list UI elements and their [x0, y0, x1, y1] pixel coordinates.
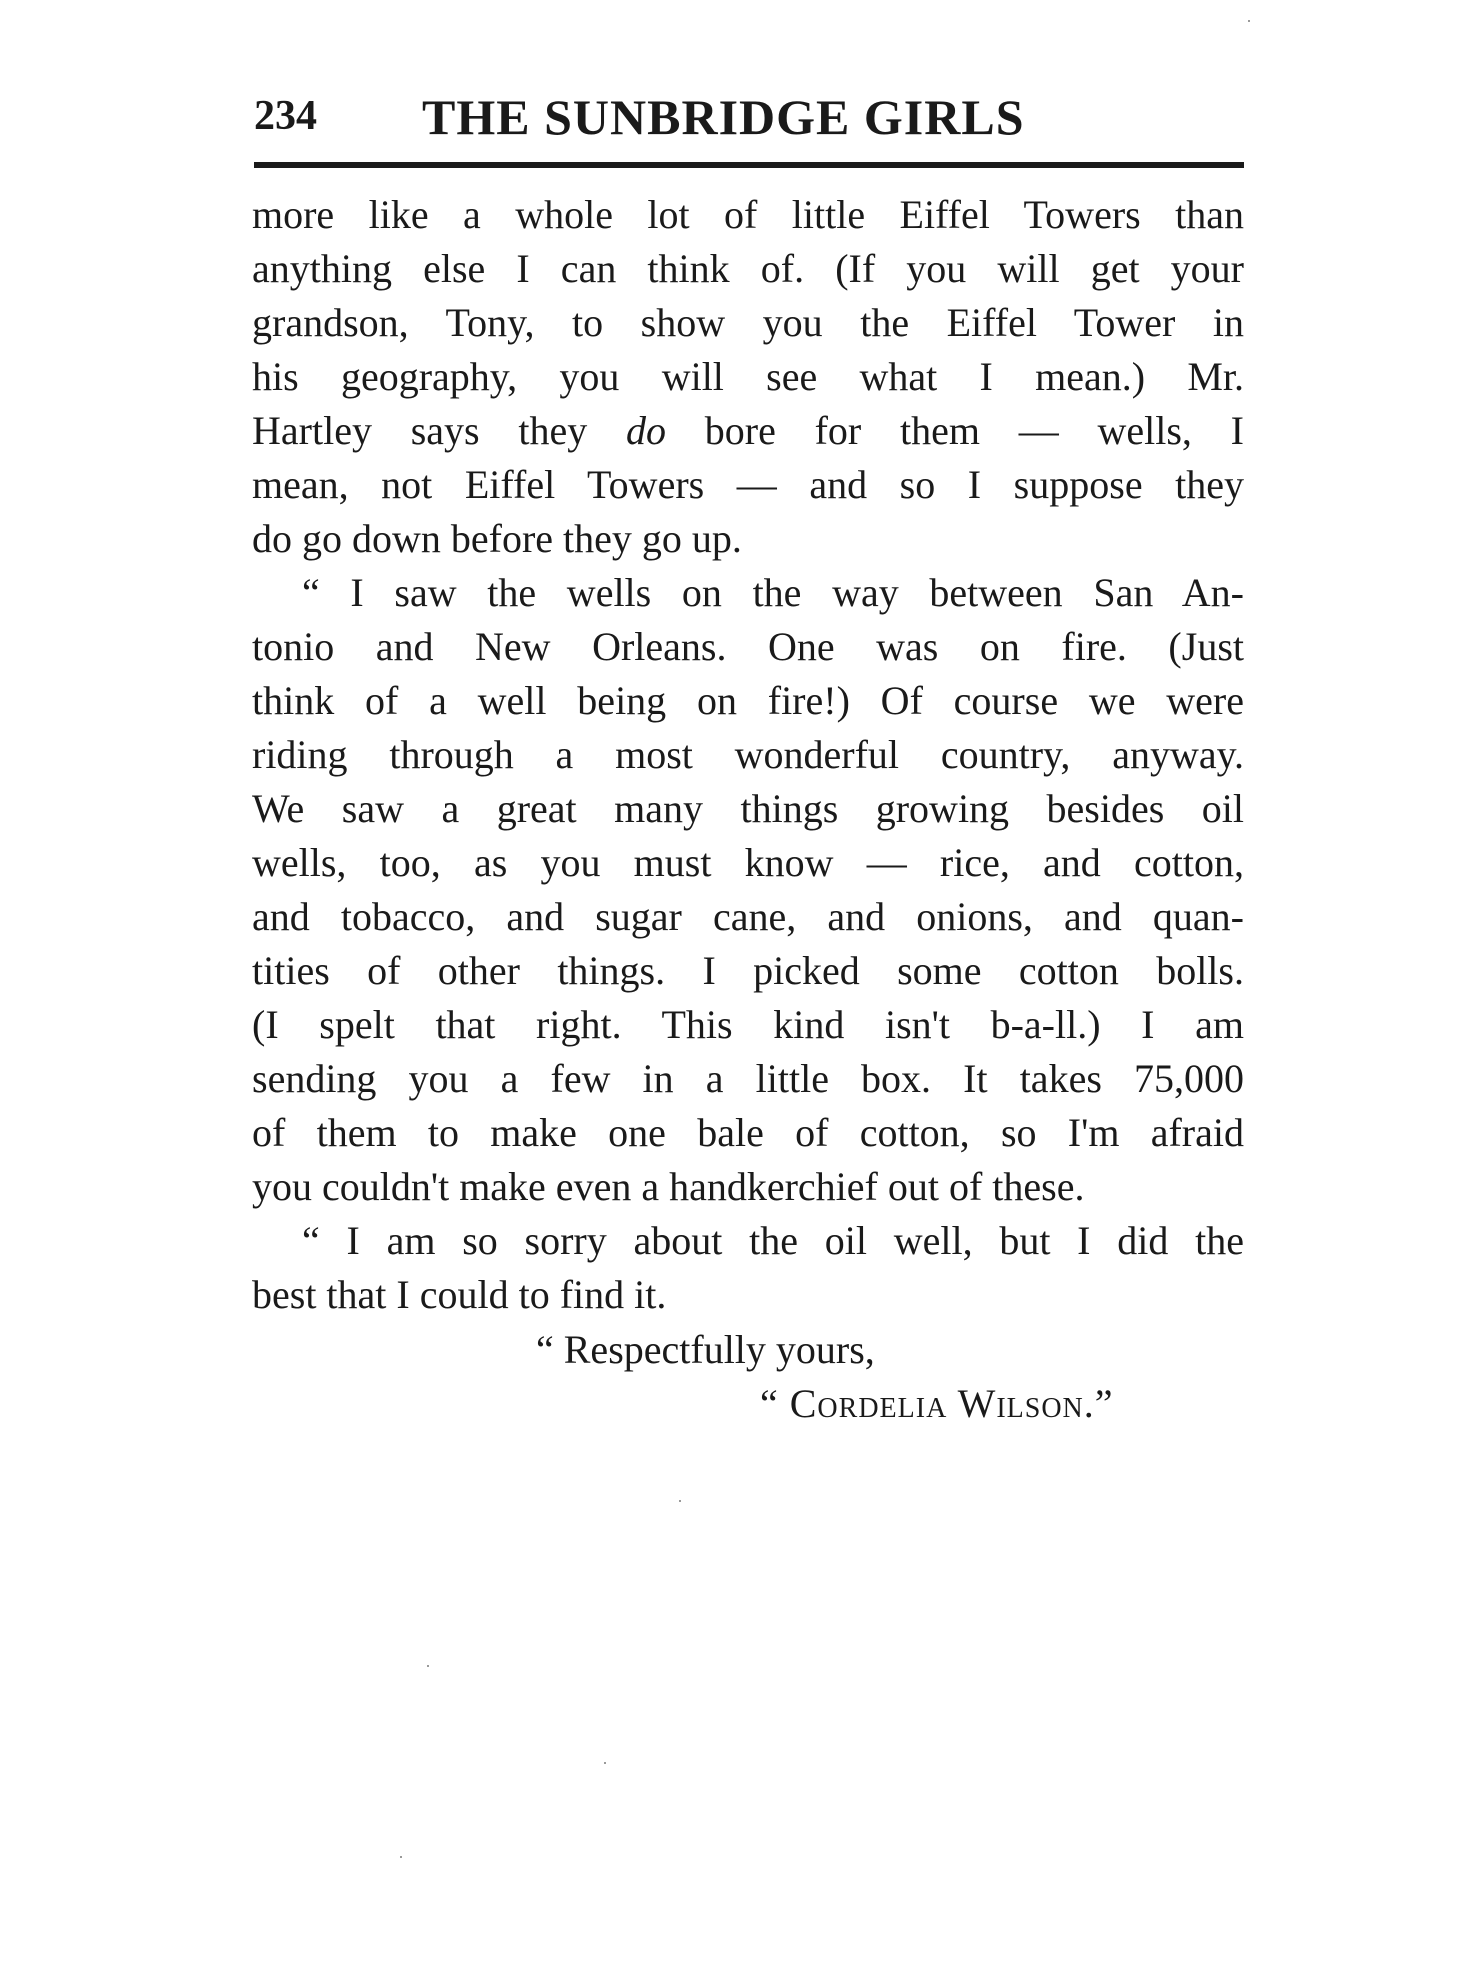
text-line: and tobacco, and sugar cane, and onions, and quan- [252, 894, 1244, 939]
header-rule [254, 162, 1244, 168]
italic-emphasis: do [625, 408, 666, 453]
text-line: mean, not Eiffel Towers — and so I suppose they [252, 462, 1244, 507]
page-header [254, 88, 1244, 158]
scan-speck [604, 1762, 606, 1764]
text-segment: Hartley says they [252, 408, 626, 453]
scan-speck [400, 1856, 402, 1858]
text-line: think of a well being on fire!) Of course we were [252, 678, 1244, 723]
text-line: We saw a great many things growing besides oil [252, 786, 1244, 831]
page-number: 234 [254, 93, 317, 139]
text-line: more like a whole lot of little Eiffel Towers than [252, 192, 1244, 237]
text-line: tonio and New Orleans. One was on fire. (Just [252, 624, 1244, 669]
body-text [252, 188, 1244, 1322]
text-line: sending you a few in a little box. It takes 75,000 [252, 1056, 1244, 1101]
text-line: his geography, you will see what I mean.) Mr. [252, 354, 1244, 399]
scan-speck [679, 1500, 681, 1502]
text-line: do go down before they go up. [252, 516, 742, 561]
text-line: “ I saw the wells on the way between San An- [302, 570, 1244, 615]
text-line: tities of other things. I picked some cotton bolls. [252, 948, 1244, 993]
signature: “ Cordelia Wilson.” [760, 1381, 1114, 1426]
text-line: (I spelt that right. This kind isn't b-a-ll.) I am [252, 1002, 1244, 1047]
scan-speck [1248, 20, 1250, 22]
closing-salutation: “ Respectfully yours, [536, 1327, 875, 1372]
scan-speck [427, 1665, 429, 1667]
text-segment: bore for them — wells, I [665, 408, 1244, 453]
text-line: anything else I can think of. (If you will get your [252, 246, 1244, 291]
text-line: you couldn't make even a handkerchief out of these. [252, 1164, 1085, 1209]
text-line: best that I could to find it. [252, 1272, 667, 1317]
running-title: THE SUNBRIDGE GIRLS [422, 89, 1025, 145]
text-line: riding through a most wonderful country, anyway. [252, 732, 1244, 777]
text-line: of them to make one bale of cotton, so I'm afraid [252, 1110, 1244, 1155]
text-line [252, 404, 1244, 458]
text-line: wells, too, as you must know — rice, and cotton, [252, 840, 1244, 885]
text-line: grandson, Tony, to show you the Eiffel Tower in [252, 300, 1244, 345]
text-line: “ I am so sorry about the oil well, but I did the [302, 1218, 1244, 1263]
